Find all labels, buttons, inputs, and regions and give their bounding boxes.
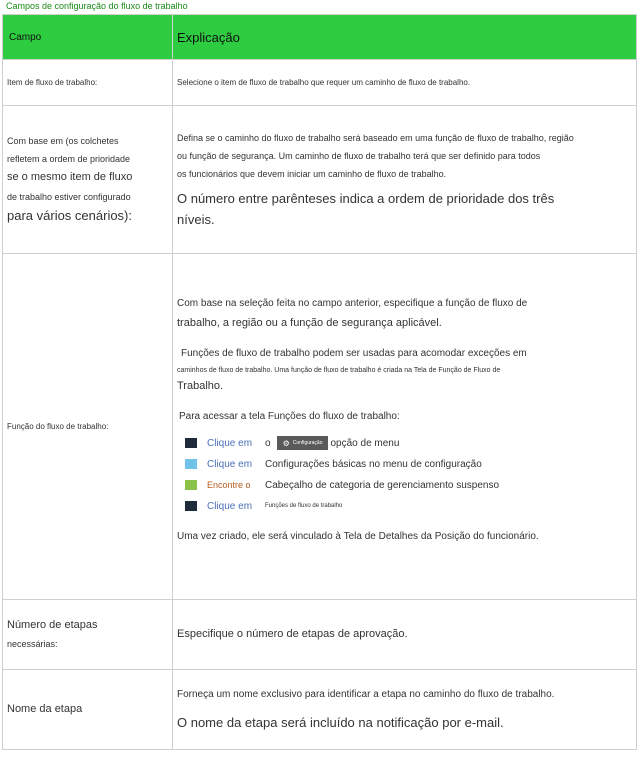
step-action: Clique em — [207, 500, 253, 512]
table-row — [3, 106, 637, 254]
step-marker-icon — [185, 459, 197, 469]
function-para2-line3: Trabalho. — [177, 380, 224, 393]
function-para2-line1: Funções de fluxo de trabalho podem ser usadas para acomodar exceções em — [181, 347, 527, 359]
field-label-steps-2: necessárias: — [7, 639, 58, 650]
explanation-basis-3: os funcionários que devem iniciar um caminho de fluxo de trabalho. — [177, 168, 447, 179]
step-description: Configurações básicas no menu de configuração — [265, 458, 482, 470]
explanation-basis-2: ou função de segurança. Um caminho de fluxo de trabalho terá que ser definido para todos — [177, 150, 541, 161]
step-description: opção de menu — [330, 437, 400, 449]
field-label-item: Item de fluxo de trabalho: — [7, 77, 98, 87]
explanation-step-name-1: Forneça um nome exclusivo para identificar a etapa no caminho do fluxo de trabalho. — [177, 689, 555, 701]
function-footer: Uma vez criado, ele será vinculado à Tela de Detalhes da Posição do funcionário. — [177, 530, 539, 542]
function-para1-line1: Com base na seleção feita no campo anterior, especifique a função de fluxo de — [177, 298, 528, 310]
access-steps-list — [177, 433, 628, 517]
field-label-basis-2: refletem a ordem de prioridade — [7, 154, 131, 165]
explanation-basis-5: níveis. — [177, 211, 215, 227]
field-cell — [3, 254, 173, 600]
header-explanation: Explicação — [173, 15, 637, 60]
step-action: Clique em — [207, 458, 253, 470]
gear-icon: ⚙ — [282, 438, 290, 448]
header-field: Campo — [3, 15, 173, 60]
step-marker-icon — [185, 501, 197, 511]
explanation-basis-4: O número entre parênteses indica a ordem de prioridade dos três — [177, 190, 555, 206]
explanation-cell — [173, 254, 637, 600]
explanation-steps: Especifique o número de etapas de aprovação. — [177, 627, 408, 640]
step-action: Clique em — [207, 437, 253, 449]
function-para1-line2: trabalho, a região ou a função de segurança aplicável. — [177, 317, 442, 330]
field-label-basis-3: se o mesmo item de fluxo — [7, 171, 133, 184]
table-row — [3, 60, 637, 106]
step-pre-text: o — [265, 437, 271, 449]
explanation-step-name-2: O nome da etapa será incluído na notificação por e-mail. — [177, 715, 504, 731]
explanation-cell — [173, 600, 637, 670]
configuration-menu-button[interactable] — [277, 436, 329, 450]
explanation-cell — [173, 106, 637, 254]
step-marker-icon — [185, 438, 197, 448]
field-label-basis-1: Com base em (os colchetes — [7, 136, 119, 147]
field-label-function: Função do fluxo de trabalho: — [7, 421, 109, 431]
function-para2-line2: caminhos de fluxo de trabalho. Uma função de fluxo de trabalho é criada na Tela de Função de Fluxo de — [177, 366, 501, 374]
step-action: Encontre o — [207, 480, 251, 491]
field-label-basis-5: para vários cenários): — [7, 208, 132, 223]
field-cell — [3, 106, 173, 254]
list-item — [177, 475, 628, 496]
table-row — [3, 670, 637, 750]
list-item — [177, 454, 628, 475]
step-description: Cabeçalho de categoria de gerenciamento suspenso — [265, 479, 500, 491]
field-label-basis-4: de trabalho estiver configurado — [7, 192, 131, 202]
field-cell — [3, 600, 173, 670]
table-caption: Campos de configuração do fluxo de trabalho — [6, 1, 188, 11]
explanation-item: Selecione o item de fluxo de trabalho que requer um caminho de fluxo de trabalho. — [177, 77, 471, 87]
list-item — [177, 433, 628, 454]
table-row — [3, 254, 637, 600]
explanation-cell — [173, 60, 637, 106]
step-description: Funções de fluxo de trabalho — [265, 503, 343, 510]
header-row — [3, 15, 637, 60]
field-label-step-name: Nome da etapa — [7, 702, 83, 715]
list-item — [177, 496, 628, 517]
configuration-table — [2, 14, 637, 750]
field-label-steps-1: Número de etapas — [7, 618, 98, 631]
function-access-title: Para acessar a tela Funções do fluxo de trabalho: — [179, 410, 400, 422]
explanation-basis-1: Defina se o caminho do fluxo de trabalho será baseado em uma função de fluxo de trabalho, região — [177, 132, 574, 143]
explanation-cell — [173, 670, 637, 750]
step-marker-icon — [185, 480, 197, 490]
field-cell — [3, 670, 173, 750]
table-row — [3, 600, 637, 670]
configuration-chip-label: Configuração — [292, 440, 323, 447]
field-cell — [3, 60, 173, 106]
